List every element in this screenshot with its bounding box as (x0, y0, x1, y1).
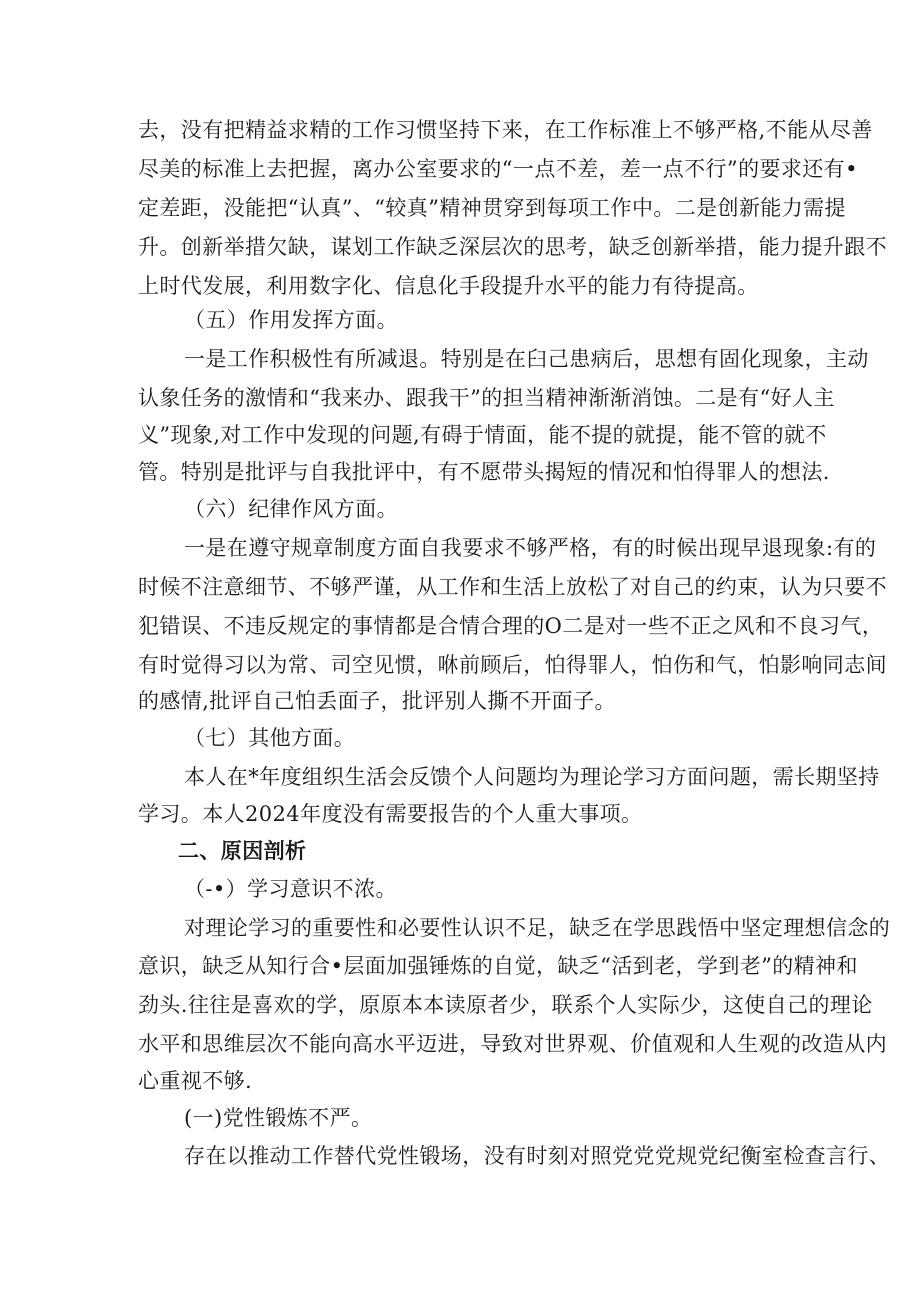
chapter-heading: 二、原因剖析 (178, 839, 307, 863)
body-text-line: 学习。本人2024年度没有需要报告的个人重大事项。 (138, 802, 643, 826)
subsection-heading-2: (一)党性锻炼不严。 (184, 1106, 373, 1130)
body-text-line: 认象任务的激情和“我来办、跟我干”的担当精神渐渐消蚀。二是有“好人主 (138, 386, 835, 410)
body-text-line: 心重视不够. (138, 1069, 253, 1093)
body-text-line: 定差距，没能把“认真”、“较真”精神贯穿到每项工作中。二是创新能力需提 (138, 196, 846, 220)
body-text-line: 升。创新举措欠缺，谋划工作缺乏深层次的思考，缺乏创新举措，能力提升跟不 (138, 235, 887, 259)
body-text-line: 管。特别是批评与自我批评中，有不愿带头揭短的情况和怕得罪人的想法. (138, 460, 830, 484)
body-text-line: 劲头.往往是喜欢的学，原原本本读原者少，联系个人实际少，这使自己的理论 (138, 993, 873, 1017)
body-text-line: 上时代发展，利用数字化、信息化手段提升水平的能力有待提高。 (138, 274, 759, 298)
body-text-line: 本人在*年度组织生活会反馈个人问题均为理论学习方面问题，需长期坚持 (184, 765, 880, 789)
section-heading-7: （七）其他方面。 (184, 726, 356, 750)
body-text-line: 去，没有把精益求精的工作习惯坚持下来，在工作标准上不够严格,不能从尽善 (138, 118, 873, 142)
body-text-line: 意识，缺乏从知行合•层面加强锤炼的自觉，缺乏“活到老，学到老”的精神和 (138, 954, 858, 978)
body-text-line: 有时觉得习以为常、司空见惯，咻前顾后，怕得罪人，怕伤和气，怕影响同志间 (138, 653, 887, 677)
body-text-line: 的感情,批评自己怕丢面子，批评别人撕不开面子。 (138, 689, 616, 713)
subsection-heading-1: （-•）学习意识不浓。 (184, 877, 397, 901)
body-text-line: 尽美的标准上去把握，离办公室要求的“一点不差，差一点不行”的要求还有• (138, 157, 858, 181)
body-text-line: 对理论学习的重要性和必要性认识不足，缺乏在学思践悟中坚定理想信念的 (184, 916, 891, 940)
body-text-line: 义”现象,对工作中发现的问题,有碍于情面，能不提的就提，能不管的就不 (138, 423, 827, 447)
section-heading-6: （六）纪律作风方面。 (184, 497, 398, 521)
body-text-line: 一是在遵守规章制度方面自我要求不够严格，有的时候出现早退现象:有的 (184, 536, 877, 560)
body-text-line: 一是工作积极性有所减退。特别是在臼己患病后，思想有固化现象，主动 (184, 347, 869, 371)
body-text-line: 水平和思维层次不能向高水平迈进，导致对世界观、价值观和人生观的改造从内 (138, 1032, 887, 1056)
body-text-line: 存在以推动工作替代党性锻场，没有时刻对照党党党规党纪衡室检查言行、 (184, 1144, 891, 1168)
body-text-line: 犯错误、不违反规定的事情都是合情合理的O二是对一些不正之风和不良习气， (138, 614, 884, 638)
section-heading-5: （五）作用发挥方面。 (184, 308, 398, 332)
body-text-line: 时候不注意细节、不够严谨，从工作和生活上放松了对自己的约束，认为只要不 (138, 575, 887, 599)
